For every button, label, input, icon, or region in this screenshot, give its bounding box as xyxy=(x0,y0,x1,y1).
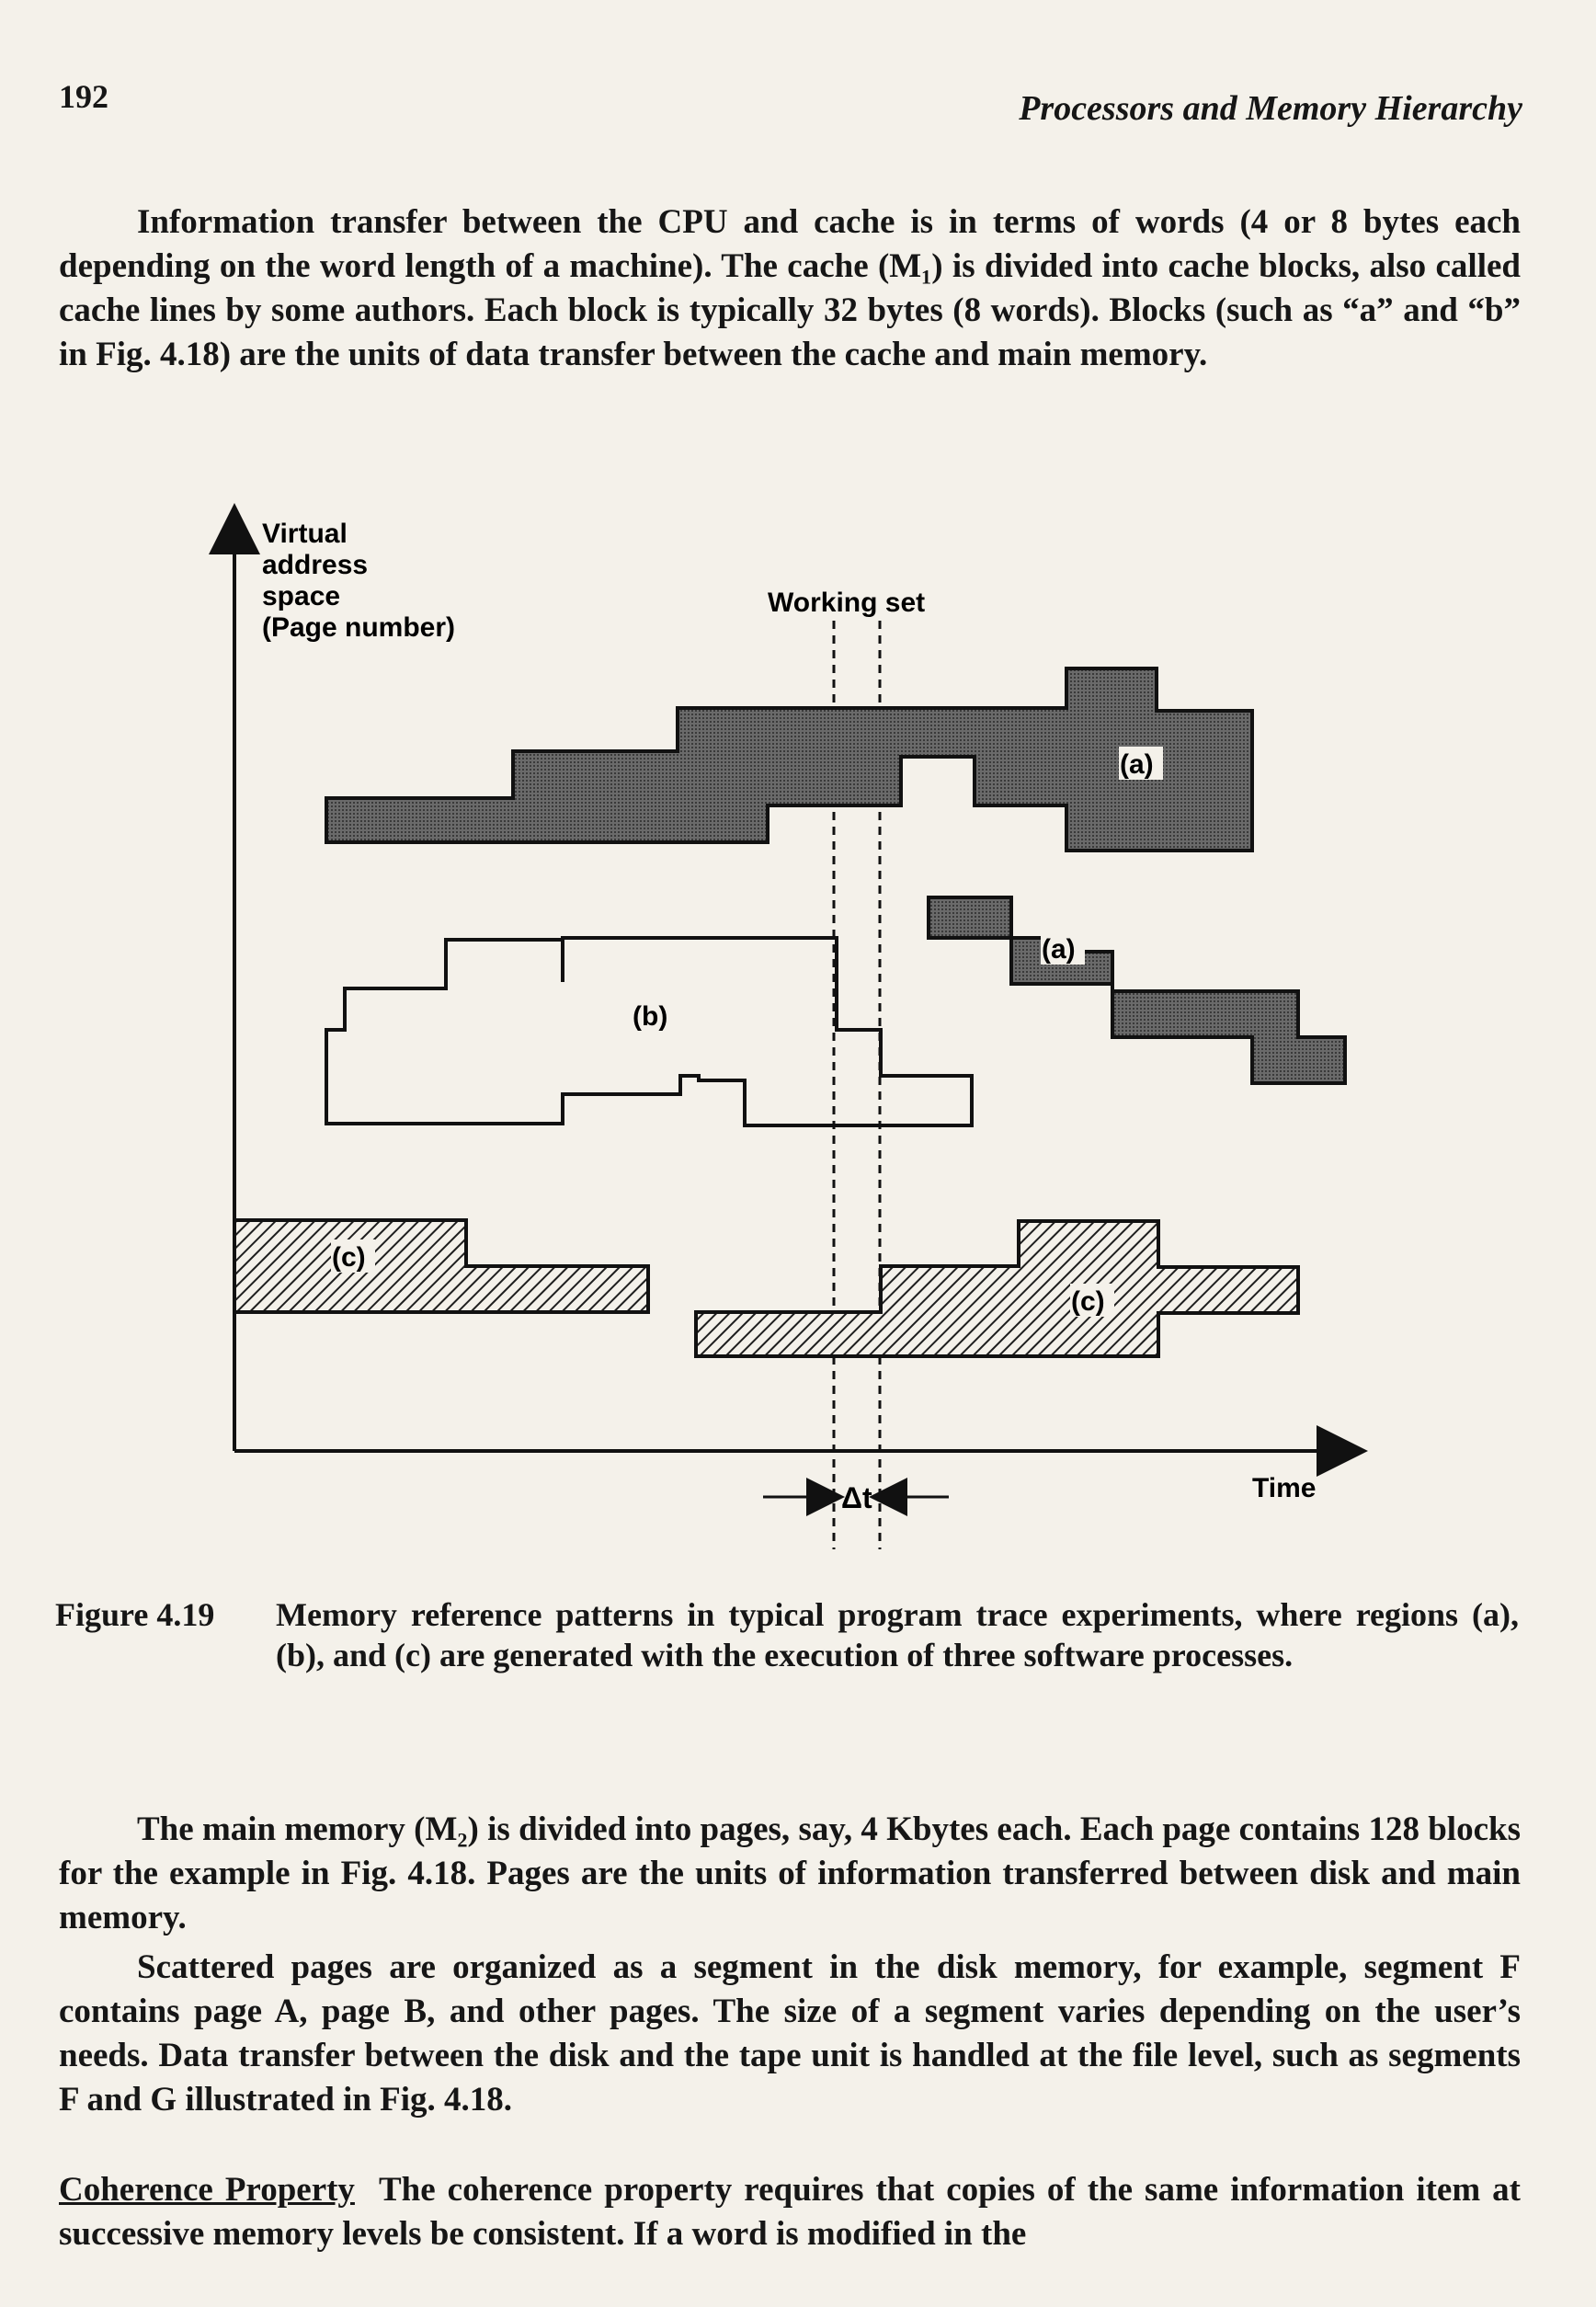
paragraph-segments xyxy=(59,1946,1521,2122)
y-axis-label-line-4: (Page number) xyxy=(262,612,456,643)
running-title: Processors and Memory Hierarchy xyxy=(1019,89,1522,128)
coherence-property-heading: Coherence Property xyxy=(59,2171,355,2209)
region-a-upper xyxy=(326,668,1252,851)
figure-caption-text: Memory reference patterns in typical program trace experiments, where regions (a), (b), and (c) are generated with the execution of three software processes. xyxy=(276,1596,1519,1673)
region-b-label: (b) xyxy=(633,1001,668,1032)
working-set-label: Working set xyxy=(768,588,926,618)
paragraph-1-text: Information transfer between the CPU and cache is in terms of words (4 or 8 bytes each depending on the word length of a machine). The cache (M₁) is divided into cache blocks, also called cache lines by some authors. Each block is typically 32 bytes (8 words). Blocks (such as “a” and “b” in Fig. 4.18) are the units of data transfer between the cache and main memory. xyxy=(59,203,1521,373)
figure-caption xyxy=(55,1594,1526,1675)
y-axis-label-line-3: space xyxy=(262,581,341,611)
region-b xyxy=(326,938,972,1125)
region-c-right-label: (c) xyxy=(1071,1286,1105,1317)
region-c-left-label: (c) xyxy=(332,1242,366,1273)
region-a-upper-label: (a) xyxy=(1120,749,1154,780)
paragraph-4-text: The coherence property requires that copies of the same information item at successive memory levels be consistent. If a word is modified in the xyxy=(59,2171,1522,2253)
region-a-lower xyxy=(929,897,1345,1083)
y-axis-label-line-2: address xyxy=(262,550,369,580)
page-number: 192 xyxy=(59,78,108,115)
figure-caption-label: Figure 4.19 xyxy=(55,1596,215,1633)
paragraph-main-memory xyxy=(59,1808,1521,1940)
paragraph-2-text: The main memory (M₂) is divided into pages, say, 4 Kbytes each. Each page contains 128 blocks for the example in Fig. 4.18. Pages are the units of information transferred between disk and main memory. xyxy=(59,1810,1521,1936)
y-axis-label-line-1: Virtual xyxy=(262,519,348,549)
paragraph-3-text: Scattered pages are organized as a segment in the disk memory, for example, segment F contains page A, page B, and other pages. The size of a segment varies depending on the user’s needs. Data transfer between the disk and the tape unit is handled at the file level, such as segments F and G illustrated in Fig. 4.18. xyxy=(59,1948,1521,2119)
region-c-right xyxy=(696,1221,1298,1356)
y-axis-label xyxy=(262,519,455,643)
delta-t-label: Δt xyxy=(841,1481,872,1514)
region-a-lower-label: (a) xyxy=(1042,934,1076,965)
region-c-left xyxy=(234,1220,648,1312)
paragraph-coherence xyxy=(59,2168,1521,2256)
x-axis-label: Time xyxy=(1252,1473,1317,1503)
